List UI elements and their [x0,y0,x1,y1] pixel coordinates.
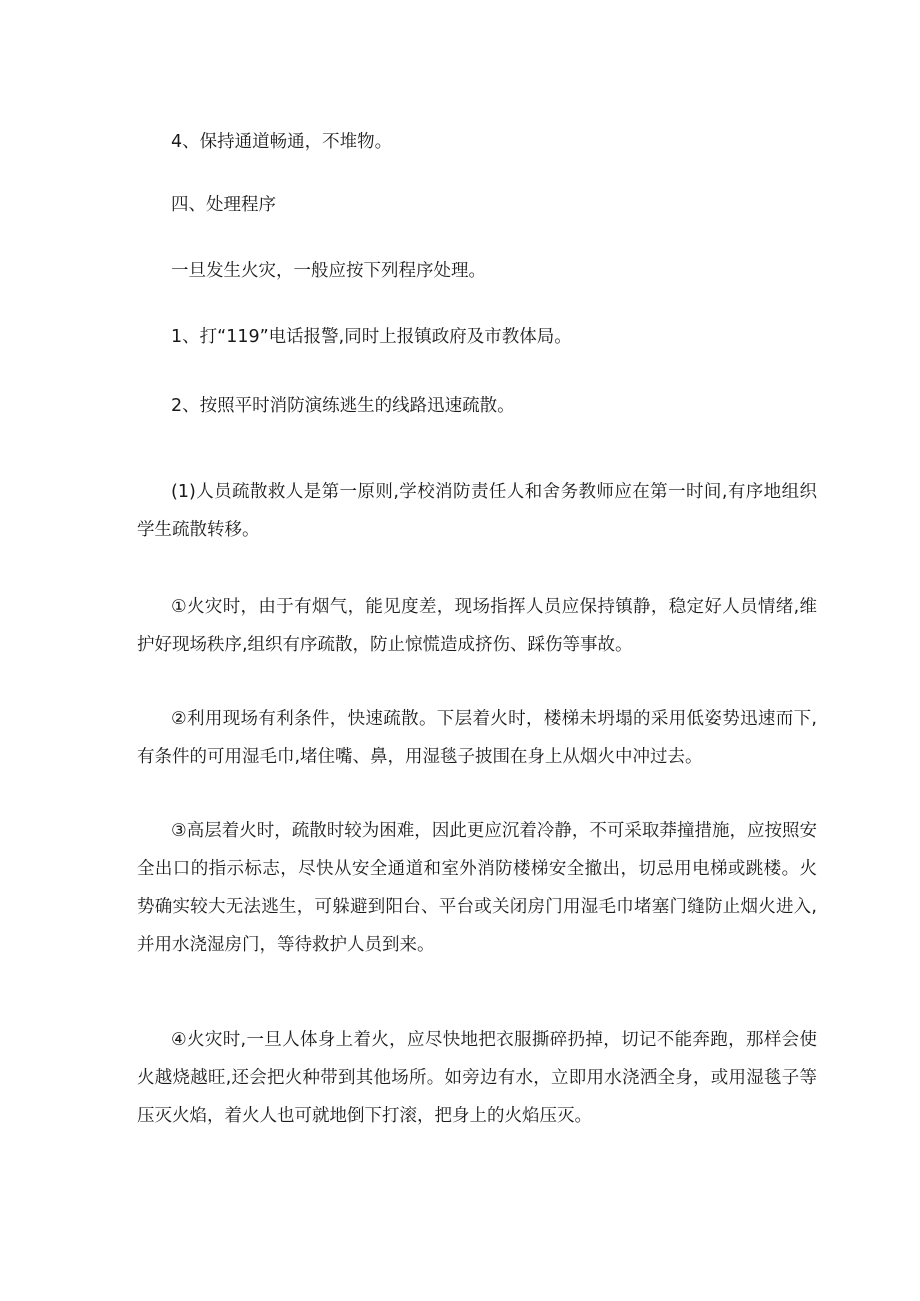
paragraph-item-4-clothes-on-fire: ④火灾时,一旦人体身上着火，应尽快地把衣服撕碎扔掉，切记不能奔跑，那样会使火越烧越旺,还会把火种带到其他场所。如旁边有水，立即用水浇洒全身，或用湿毯子等压灭火焰，着火人也可就地倒下打滚，把身上的火焰压灭。 [137,1030,817,1126]
paragraph-item-1-smoke: ①火灾时，由于有烟气，能见度差，现场指挥人员应保持镇静，稳定好人员情绪,维护好现场秩序,组织有序疏散，防止惊慌造成挤伤、踩伤等事故。 [137,597,817,655]
section-heading-procedure: 四、处理程序 [171,195,276,215]
paragraph-procedure-intro: 一旦发生火灾，一般应按下列程序处理。 [171,261,486,281]
paragraph-step-2-evacuate: 2、按照平时消防演练逃生的线路迅速疏散。 [171,396,515,416]
paragraph-item-2-lower-floor: ②利用现场有利条件，快速疏散。下层着火时，楼梯未坍塌的采用低姿势迅速而下,有条件的可用湿毛巾,堵住嘴、鼻，用湿毯子披围在身上从烟火中冲过去。 [137,709,817,767]
paragraph-item-3-high-floor: ③高层着火时，疏散时较为困难，因此更应沉着冷静，不可采取莽撞措施，应按照安全出口的指示标志，尽快从安全通道和室外消防楼梯安全撤出，切忌用电梯或跳楼。火势确实较大无法逃生，可躲避到阳台、平台或关闭房门用湿毛巾堵塞门缝防止烟火进入,并用水浇湿房门，等待救护人员到来。 [137,821,817,955]
paragraph-evacuation-principle: (1)人员疏散救人是第一原则,学校消防责任人和舍务教师应在第一时间,有序地组织学生疏散转移。 [137,482,817,540]
paragraph-keep-passage-clear: 4、保持通道畅通，不堆物。 [171,132,393,152]
paragraph-step-1-call-119: 1、打“119”电话报警,同时上报镇政府及市教体局。 [171,327,572,347]
